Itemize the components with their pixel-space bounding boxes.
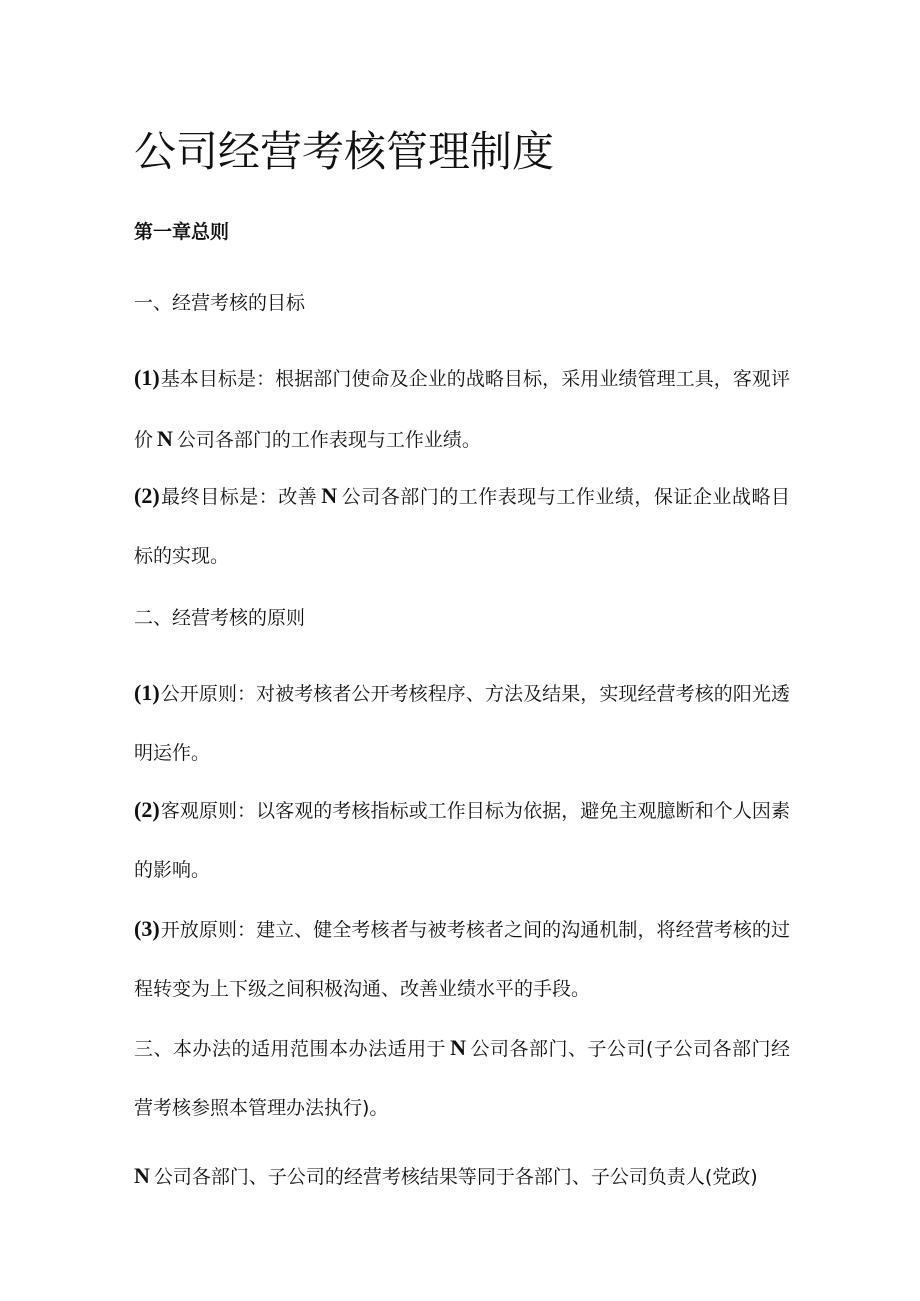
goal-item-2	[134, 466, 790, 586]
item-number: (2)	[134, 483, 160, 508]
item-text: 客观原则：以客观的考核指标或工作目标为依据，避免主观臆断和个人因素的影响。	[134, 800, 790, 881]
principle-item-1	[134, 663, 790, 783]
item-text-part: 最终目标是：改善	[160, 486, 318, 508]
company-letter: N	[450, 1035, 466, 1060]
item-text-part: 基本目标是：根据部门使命及企业的战略目标，采用业绩管理工具，客观评价	[134, 368, 790, 451]
item-text-part: 公司各部门的工作表现与工作业绩。	[176, 429, 481, 451]
document-title: 公司经营考核管理制度	[134, 127, 555, 176]
item-text: 开放原则：建立、健全考核者与被考核者之间的沟通机制，将经营考核的过程转变为上下级之间积极沟通、改善业绩水平的手段。	[134, 919, 790, 1000]
item-number: (1)	[134, 680, 160, 705]
item-number: (1)	[134, 365, 160, 390]
section-heading-goals: 一、经营考核的目标	[134, 292, 306, 314]
scope-text-part: 公司各部门、子公司(子公司各部门经营考核参照本管理办法执行)。	[134, 1038, 790, 1119]
principle-item-2	[134, 780, 790, 900]
tail-text: 公司各部门、子公司的经营考核结果等同于各部门、子公司负责人(党政)	[153, 1166, 758, 1188]
item-number: (2)	[134, 797, 160, 822]
item-number: (3)	[134, 916, 160, 941]
chapter-heading: 第一章总则	[134, 221, 230, 243]
company-letter: N	[321, 483, 338, 508]
tail-paragraph	[134, 1146, 790, 1207]
scope-paragraph	[134, 1018, 790, 1138]
principle-item-3	[134, 899, 790, 1019]
goal-item-1	[134, 348, 790, 470]
section-heading-principles: 二、经营考核的原则	[134, 607, 306, 629]
company-letter: N	[134, 1163, 150, 1188]
item-text-part: 公司各部门的工作表现与工作业绩，保证企业战略目标的实现。	[134, 486, 790, 567]
company-letter: N	[157, 426, 173, 451]
scope-text-part: 三、本办法的适用范围本办法适用于	[134, 1038, 447, 1060]
item-text: 公开原则：对被考核者公开考核程序、方法及结果，实现经营考核的阳光透明运作。	[134, 683, 790, 764]
